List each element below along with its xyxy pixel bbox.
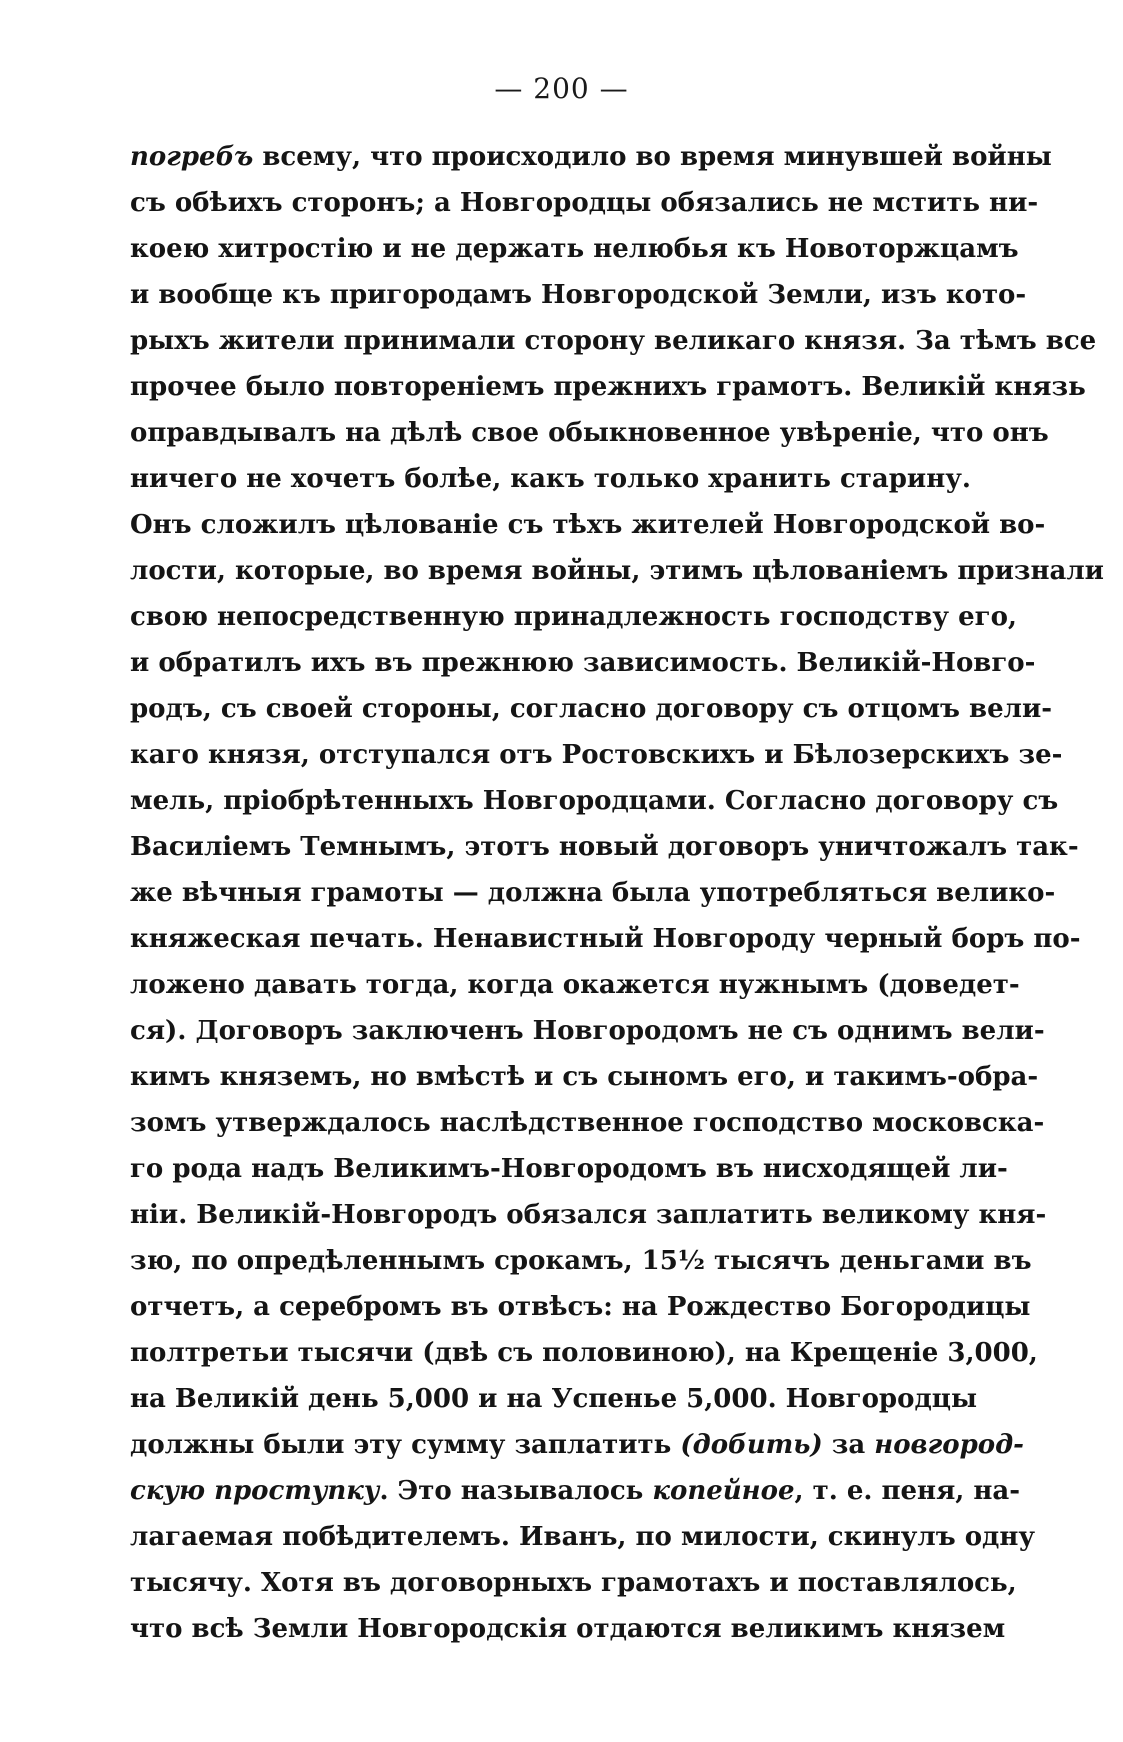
text-line: что всѣ Земли Новгородскія отдаются великимъ князем <box>130 1614 1006 1644</box>
text-run: . Это называлось <box>379 1476 653 1506</box>
text-line: рыхъ жители принимали сторону великаго князя. За тѣмъ все <box>130 326 1097 356</box>
text-run: должны были эту сумму заплатить <box>130 1430 672 1460</box>
text-line: зю, по опредѣленнымъ срокамъ, 15½ тысячъ деньгами въ <box>130 1246 1032 1276</box>
text-line: полтретьи тысячи (двѣ съ половиною), на Крещеніе 3,000, <box>130 1338 1038 1368</box>
text-line: каго князя, отступался отъ Ростовскихъ и Бѣлозерскихъ зе- <box>130 740 1063 770</box>
text-line: оправдывалъ на дѣлѣ свое обыкновенное увѣреніе, что онъ <box>130 418 1049 448</box>
text-line: родъ, съ своей стороны, согласно договору съ отцомъ вели- <box>130 694 1053 724</box>
text-line: зомъ утверждалось наслѣдственное господство московска- <box>130 1108 1045 1138</box>
text-line: ложено давать тогда, когда окажется нужнымъ (доведет- <box>130 970 1020 1000</box>
italic-term: (добить) <box>671 1430 832 1460</box>
text-line: княжеская печать. Ненавистный Новгороду черный боръ по- <box>130 924 1081 954</box>
text-line <box>130 1422 1024 1468</box>
italic-term: скую проступку <box>130 1476 380 1506</box>
text-line: ничего не хочетъ болѣе, какъ только хранить старину. <box>130 464 971 494</box>
text-line: ся). Договоръ заключенъ Новгородомъ не съ однимъ вели- <box>130 1016 1045 1046</box>
text-line: лагаемая побѣдителемъ. Иванъ, по милости, скинулъ одну <box>130 1522 1036 1552</box>
italic-term: копейное <box>652 1476 795 1506</box>
text-line: прочее было повтореніемъ прежнихъ грамотъ. Великій князь <box>130 372 1086 402</box>
text-line: и обратилъ ихъ въ прежнюю зависимость. Великій-Новго- <box>130 648 1036 678</box>
text-line: Онъ сложилъ цѣлованіе съ тѣхъ жителей Новгородской во- <box>130 510 1046 540</box>
text-line: отчетъ, а серебромъ въ отвѣсъ: на Рождество Богородицы <box>130 1292 1031 1322</box>
text-line: коею хитростію и не держать нелюбья къ Новоторжцамъ <box>130 234 1019 264</box>
text-line: на Великій день 5,000 и на Успенье 5,000. Новгородцы <box>130 1384 978 1414</box>
text-line: свою непосредственную принадлежность господству его, <box>130 602 1017 632</box>
text-line: мель, пріобрѣтенныхъ Новгородцами. Согласно договору съ <box>130 786 1059 816</box>
page-number: — 200 — <box>494 72 629 105</box>
text-line: лости, которые, во время войны, этимъ цѣлованіемъ признали <box>130 556 1104 586</box>
body-text <box>130 134 1104 1652</box>
italic-term: погребъ <box>130 142 254 172</box>
text-line: Василіемъ Темнымъ, этотъ новый договоръ уничтожалъ так- <box>130 832 1079 862</box>
text-line <box>130 134 1052 180</box>
text-line: съ обѣихъ сторонъ; а Новгородцы обязались не мстить ни- <box>130 188 1039 218</box>
text-run: за <box>831 1430 875 1460</box>
text-line: тысячу. Хотя въ договорныхъ грамотахъ и поставлялось, <box>130 1568 1017 1598</box>
text-line: го рода надъ Великимъ-Новгородомъ въ нисходящей ли- <box>130 1154 1008 1184</box>
text-line: ніи. Великій-Новгородъ обязался заплатить великому кня- <box>130 1200 1047 1230</box>
text-run: , т. е. пеня, на- <box>794 1476 1021 1506</box>
text-line: и вообще къ пригородамъ Новгородской Земли, изъ кото- <box>130 280 1027 310</box>
italic-term: новгород- <box>874 1430 1024 1460</box>
text-line: же вѣчныя грамоты — должна была употребляться велико- <box>130 878 1056 908</box>
text-line <box>130 1468 1021 1514</box>
text-run: всему, что происходило во время минувшей войны <box>253 142 1052 172</box>
text-line: кимъ княземъ, но вмѣстѣ и съ сыномъ его, и такимъ-обра- <box>130 1062 1039 1092</box>
